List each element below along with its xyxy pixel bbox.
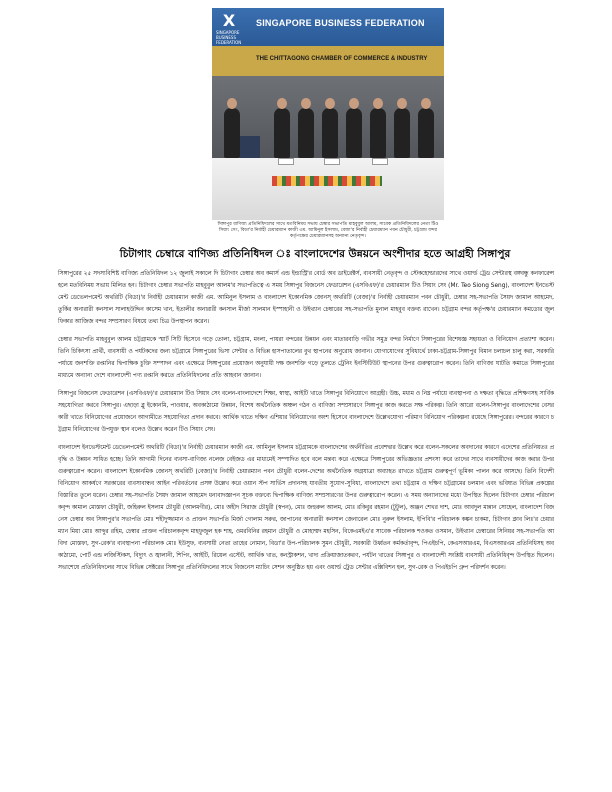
- photo-flowers: [272, 176, 382, 186]
- photo-person: [346, 108, 362, 158]
- photo-table: [212, 158, 444, 220]
- sbf-logo: X: [222, 11, 236, 30]
- sbf-logo-text: SINGAPORE BUSINESS FEDERATION: [216, 30, 242, 45]
- photo-caption: সিঙ্গাপুর বাণিজ্য প্রতিনিধিদলের সাথে মতবিনিময় সভায় চেম্বার সভাপতি মাহবুবুল আলম, সাবেক প্রতিনিধিদলের নেতা টিও সিয়াং সেং, বিডা'র নির্বাহী চেয়ারম্যান কাজী এম. আমিনুল ইসলাম, বেজা'র নির্বাহী চেয়ারম্যান পবন চৌধুরী, চট্টগ্রাম বন্দর কর্তৃপক্ষের চেয়ারম্যানসহ অন্যান্য নেতৃবৃন্দ।: [217, 222, 439, 239]
- article-paragraph: বাংলাদেশ ইনভেস্টমেন্ট ডেভেলপমেন্ট অথরিটি (বিডা)'র নির্বাহী চেয়ারম্যান কাজী এম. আমিনুল ইসলাম চট্টগ্রামকে বাংলাদেশের অর্থনীতির প্রবেশদ্বার উল্লেখ করে বলেন-সকলের অবদানের কারণে এদেশের প্রতিনিয়তঃ প্রবৃদ্ধি ও উন্নয়ন সাধিত হচ্ছে। তিনি আগামী দিনের ব্যবসা-বাণিজ্য নলেজ বেইজড এর মাধ্যমেই সম্পাদিত হবে বলে মন্তব্য করে এক্ষেত্রে সিঙ্গাপুরের অভিজ্ঞতার প্রশংসা করে তাদের সাথে ব্যবসায়ীদের কাজ করার উপর গুরুত্বারোপ করেন। বাংলাদেশ ইকোনমিক জোনস্ অথরিটি (বেজা)'র নির্বাহী চেয়ারম্যান পবন চৌধুরী বলেন-দেশের অর্থনৈতিক অগ্রযাত্রা অব্যাহত রাখতে চট্টগ্রাম গুরুত্বপূর্ণ ভূমিকা পালন করে আসছে। তিনি বিদেশী বিনিয়োগ আকর্ষণে সরকারের ব্যবসাবান্ধব আইন পরিবর্তনের প্রসঙ্গ উল্লেখ করে ওয়ান স্টপ সার্ভিস প্রদানসহ যাবতীয় সুযোগ-সুবিধা, বাংলাদেশে তথ্য চট্টগ্রাম ও দক্ষিণ চট্টগ্রামের চলমান এবং ভবিষ্যত বিভিন্ন প্রকল্পের বিস্তারিত তুলে ধরেন। চেম্বার সহ-সভাপতি সৈয়দ জামাল আহমেদ ধন্যবাদজ্ঞাপন সূচক বক্তব্যে দ্বিপাক্ষিক বাণিজ্য সম্প্রসারণের উপর গুরুত্বারোপ করেন। এ সময় অন্যান্যদের মধ্যে উপস্থিত ছিলেন চিটাগাং চেম্বার পরিচালকবৃন্দ কামাল মোস্তফা চৌধুরী, জহিরুল ইসলাম চৌধুরী (আলমগীর), মোঃ অহীদ সিরাজ চৌধুরী (স্বপন), মোঃ জহুরুল আলম, মোঃ রকিবুর রহমান (টুটুল), অঞ্জন শেখর দাশ, মোঃ আবদুল মান্নান সোহেল, বাংলাদেশ বিজনেস চেম্বার অব সিঙ্গাপুর'র সভাপতি মোঃ শহীদুজ্জামান ও প্রাক্তন সভাপতি মির্জা গোলাম সরুর, জাপানের অনারারী কনসাল জেনারেল মোঃ নুরুল ইসলাম, ইপিবি'র পরিচালক কঙ্কন চাকমা, চিটাগাং ক্লাব লিঃ'র চেয়ারম্যান মিয়া মোঃ আব্দুর রহিম, চেম্বার প্রাক্তন পরিচালকবৃন্দ মাহফুজুল হক শাহ, ওমরবিনির রহমান চৌধুরী ও মোহাম্মদ মহসিন, বিকেএমইএ'র সাবেক পরিচালক শওকত ওসমান, উইথ্যান চেম্বারের সিনিয়র সহ-সভাপতি আবিদা মোস্তফা, সুগ-রেক'র ব্যবস্থাপনা পরিচালক মোঃ ইউসুফ, ব্যবসায়ী নেতা তাহের নোমান, বিডা'র উপ-পরিচালক সুমন চৌধুরী, সরকারী উর্ধ্বতন কর্মকর্তাবৃন্দ, পিএইচপি, কেএসআরএম, বিএসআরএম প্রতিনিধিসহ অবকাঠামো, পোর্ট এন্ড লজিস্টিকস, বিদ্যুৎ ও জ্বালানী, শিপিং, আইটি, রিয়েল এস্টেট, আর্থিক খাত, কনস্ট্রাকশন, খাদ্য প্রক্রিয়াজাতকরণ, পর্যটন খাতের সিঙ্গাপুর ও বাংলাদেশী সংশ্লিষ্ট ব্যবসায়ী প্রতিনিধিবৃন্দ উপস্থিত ছিলেন। সভাশেষে প্রতিনিধিদলের সাথে বিভিন্ন সেক্টরের সিঙ্গাপুর প্রতিনিধিদলের সাথে বিজনেস ম্যাচিং সেশন অনুষ্ঠিত হয় এবং ওয়ার্ল্ড ট্রেড সেন্টার এক্সিবিশন হল, সুগ-রেক ও পিএইচপি গ্রুপ পরিদর্শন করেন।: [58, 445, 554, 571]
- article-paragraph: চেম্বার সভাপতি মাহবুবুল আলম চট্টগ্রামকে স্মার্ট সিটি হিসেবে গড়ে তোলা, চট্টগ্রাম, মংলা, পায়রা বন্দরের উন্নয়ন এবং মাতারবাড়ি গভীর সমুদ্র বন্দর নির্মাণে সিঙ্গাপুরের বিশেষজ্ঞ সহায়তা ও বিনিয়োগ প্রত্যাশা করেন। তিনি চিকিৎসা প্রার্থী, ব্যবসায়ী ও পর্যটকদের জন্য চট্টগ্রামে সিঙ্গাপুরের ভিসা সেন্টার ও বিভিন্ন হাসপাতালের বুথ স্থাপনের অনুরোধ জানান। যোগাযোগের সুবিধার্থে ঢাকা-চট্টগ্রাম-সিঙ্গাপুর বিমান চলাচল চালু করা, সরকারি পর্যায়ে জনশক্তি রপ্তানির দ্বিপাক্ষিক চুক্তি সম্পাদন এবং এক্ষেত্রে সিঙ্গাপুরের প্রয়োজন অনুযায়ী দক্ষ জনশক্তি গড়ে তুলতে ট্রেনিং ইনস্টিটিউট স্থাপনের উপর গুরুত্বারোপ করেন। তিনি বাণিজ্য ঘাটতি কমাতে সিঙ্গাপুরের মাধ্যমে অন্যান্য দেশে বাংলাদেশী পণ্য রপ্তানি করতে প্রতিনিধিদলের প্রতি আহবান জানান।: [58, 337, 554, 379]
- meeting-photo: [212, 8, 444, 220]
- photo-person: [370, 108, 386, 158]
- banner-subtitle: THE CHITTAGONG CHAMBER OF COMMERCE & INDUSTRY: [256, 56, 428, 62]
- photo-person: [418, 108, 434, 158]
- photo-person: [322, 108, 338, 158]
- photo-person: [274, 108, 290, 158]
- photo-banner-secondary: [212, 46, 444, 76]
- article-paragraph: সিঙ্গাপুরের ২৫ সদস্যবিশিষ্ট বাণিজ্য প্রতিনিধিদল ১২ জুলাই সকালে দি চিটাগাং চেম্বার অব কমার্স এন্ড ইন্ডাস্ট্রি'র বোর্ড অব ডাইরেক্টর্স, ব্যবসায়ী নেতৃবৃন্দ ও স্টেকহোল্ডারদের সাথে ওয়ার্ল্ড ট্রেড সেন্টারস্থ বঙ্গবন্ধু কনফারেন্স হলে মতবিনিময় সভায় মিলিত হন। চিটাগাং চেম্বার সভাপতি মাহবুবুল আলম'র সভাপতিত্বে এ সময় সিঙ্গাপুর বিজনেস ফেডারেশন (এসবিএফ)'র চেয়ারম্যান টিও সিয়াং সেং (Mr. Teo Siong Seng), বাংলাদেশ ইনভেস্টমেন্ট ডেভেলপমেন্ট অথরিটি (বিডা)'র নির্বাহী চেয়ারম্যান কাজী এম. আমিনুল ইসলাম ও বাংলাদেশ ইকোনমিক জোনস্ অথরিটি (বেজা)'র নির্বাহী চেয়ারম্যান পবন চৌধুরী, চেম্বার সহ-সভাপতি সৈয়দ জামাল আহমেদ, তুর্কির অনারারী কনসাল সালাহউদ্দিন কাসেম খান, ইতালীর অনারারী কনসাল মীর্জা সালমান ইস্পাহানী ও উইথ্যান চেম্বারের সহ-সভাপতি মুনাল মাহবুব বক্তব্য রাখেন। চট্টগ্রাম বন্দর কর্তৃপক্ষ'র চেয়ারম্যান কমডোর জুলফিকার আজিজ বন্দর সম্প্রসারণ বিষয়ে তথ্য চিত্র উপস্থাপন করেন।: [58, 271, 554, 325]
- photo-person: [394, 108, 410, 158]
- article-body: [58, 268, 554, 580]
- article-paragraph: সিঙ্গাপুর বিজনেস ফেডারেশন (এসবিএফ)'র চেয়ারম্যান টিও সিয়াং সেং বলেন-বাংলাদেশে শিক্ষা, স্বাস্থ্য, আইটি খাতে সিঙ্গাপুর বিনিয়োগে আগ্রহী। উচ্চ, মধ্যম ও নিম্ন পর্যায়ে ব্যবস্থাপনা ও দক্ষতা বৃদ্ধিতে প্রশিক্ষণসহ সার্বিক সহযোগিতা করবে সিঙ্গাপুর। এছাড়া ব্লু ইকোনমি, পাওয়ার, অবকাঠামো উন্নয়ন, বিশেষ অর্থনৈতিক অঞ্চল গঠন ও বাণিজ্য সম্প্রসারণে সিঙ্গাপুর কাজ করতে সক্ষ পরিকল্প। তিনি আরো বলেন-সিঙ্গাপুর বাংলাদেশের বেসরকারী খাতে বিনিয়োগের প্রয়োজনে আগামীতে সহযোগিতা প্রদান করবে। আর্থিক খাতে দক্ষিণ এশিয়ার বিনিয়োগের অংশ হিসেবে বাংলাদেশে উল্লেখযোগ্য পরিমাণ বিনিয়োগ পরিকল্পনা রয়েছে সিঙ্গাপুরের। বন্দরের কারণে চট্টগ্রাম বিনিয়োগের উপযুক্ত স্থান বলেও উল্লেখ করেন টিও সিয়াং সেং।: [58, 391, 554, 433]
- photo-person: [298, 108, 314, 158]
- photo-person: [224, 108, 240, 158]
- photo-banner: [212, 8, 444, 46]
- banner-title: SINGAPORE BUSINESS FEDERATION: [256, 18, 425, 28]
- photo-nameplate: [372, 158, 388, 165]
- article-headline: চিটাগাং চেম্বারে বাণিজ্য প্রতিনিধিদল ঃ বাংলাদেশের উন্নয়নে অংশীদার হতে আগ্রহী সিঙ্গাপুর: [119, 248, 511, 260]
- photo-nameplate: [324, 158, 340, 165]
- photo-nameplate: [278, 158, 294, 165]
